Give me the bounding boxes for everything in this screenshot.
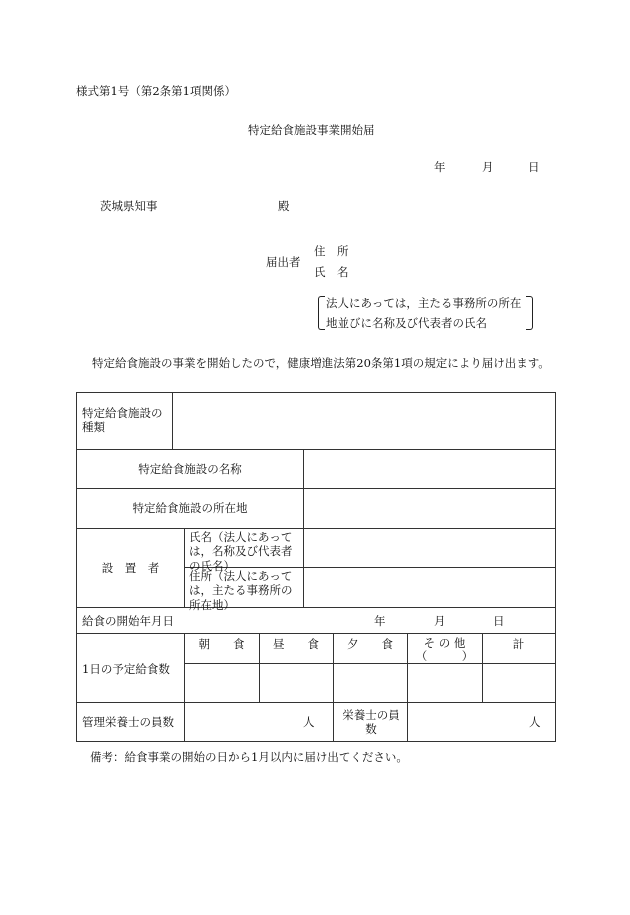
meal-header-total: 計	[512, 637, 525, 651]
row-divider	[77, 528, 555, 529]
col-divider	[303, 449, 304, 607]
note-bracket-right	[526, 296, 533, 330]
start-year-label: 年	[374, 614, 386, 628]
founder-label: 設 置 者	[101, 561, 160, 575]
addressee-honorific: 殿	[278, 199, 290, 213]
facility-name-label: 特定給食施設の名称	[138, 462, 242, 476]
dietitian-unit: 人	[303, 715, 315, 729]
row-divider	[77, 702, 555, 703]
row-divider	[77, 607, 555, 608]
row-divider	[184, 663, 555, 664]
applicant-note-line1: 法人にあっては，主たる事務所の所在	[326, 296, 522, 310]
applicant-note-line2: 地並びに名称及び代表者の氏名	[326, 316, 487, 330]
page-title: 特定給食施設事業開始届	[248, 123, 375, 137]
meal-header-other: そ の 他	[423, 636, 466, 650]
dietitian-count-label: 管理栄養士の員数	[82, 715, 174, 729]
meal-header-lunch: 昼 食	[273, 637, 319, 651]
date-month-label: 月	[482, 160, 494, 174]
nutritionist-unit: 人	[529, 715, 541, 729]
start-day-label: 日	[493, 614, 505, 628]
col-divider	[172, 393, 173, 449]
founder-name-label: 氏名（法人にあっては，名称及び代表者の氏名）	[189, 530, 293, 573]
remarks: 備考：給食事業の開始の日から1月以内に届け出てください。	[90, 750, 408, 764]
note-bracket-left	[318, 296, 325, 330]
nutritionist-count-label: 栄養士の員 数	[342, 708, 423, 737]
row-divider	[77, 633, 555, 634]
start-date-label: 給食の開始年月日	[82, 614, 174, 628]
addressee-name: 茨城県知事	[100, 199, 158, 213]
applicant-label: 届出者	[266, 255, 301, 269]
col-divider	[184, 528, 185, 607]
meal-header-dinner: 夕 食	[347, 637, 393, 651]
applicant-name-label: 氏 名	[314, 265, 349, 279]
founder-address-label: 住所（法人にあっては，主たる事務所の所在地）	[189, 569, 293, 612]
body-text: 特定給食施設の事業を開始したので，健康増進法第20条第1項の規定により届け出ます。	[92, 356, 550, 370]
date-day-label: 日	[528, 160, 540, 174]
date-year-label: 年	[434, 160, 446, 174]
form-number: 様式第1号（第2条第1項関係）	[76, 84, 236, 98]
form-table	[76, 392, 556, 742]
meal-header-other-paren: （ ）	[415, 649, 474, 663]
row-divider	[77, 488, 555, 489]
applicant-address-label: 住 所	[314, 244, 349, 258]
facility-type-label: 特定給食施設の種類	[82, 406, 163, 435]
meals-label: 1日の予定給食数	[82, 662, 170, 676]
meal-header-breakfast: 朝 食	[198, 637, 245, 651]
facility-location-label: 特定給食施設の所在地	[132, 501, 248, 515]
start-month-label: 月	[434, 614, 446, 628]
row-divider	[77, 449, 555, 450]
